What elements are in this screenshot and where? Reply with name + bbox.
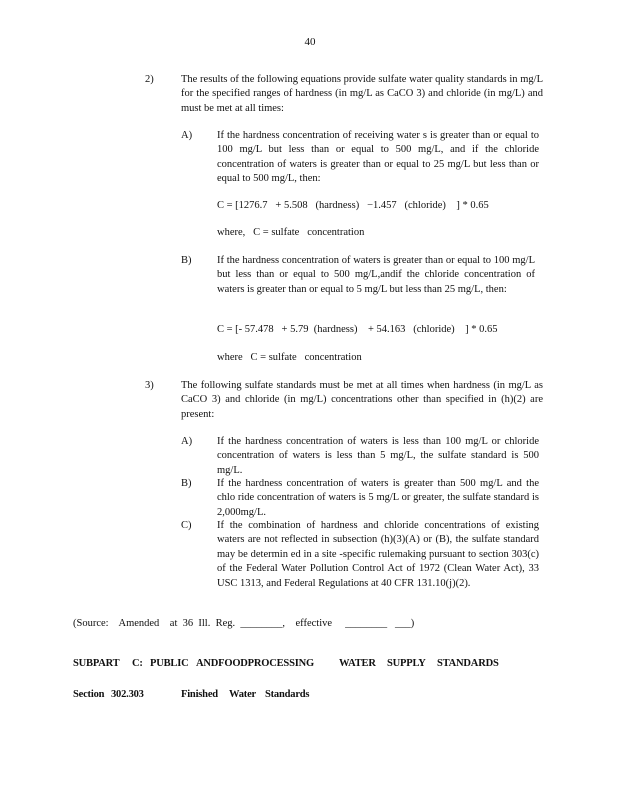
source-note: (Source: Amended at 36 Ill. Reg. ________, effective ________ ___): [73, 618, 415, 629]
item-2b-where: where C = sulfate concentration: [217, 352, 362, 363]
subpart-label: SUBPART: [73, 658, 120, 669]
item-3c-label: C): [181, 520, 192, 531]
section-number: 302.303: [111, 689, 144, 700]
item-2-number: 2): [145, 74, 154, 85]
item-2b-equation: C = [- 57.478 + 5.79 (hardness) + 54.163 (chloride) ] * 0.65: [217, 324, 498, 335]
item-2a-where: where, C = sulfate concentration: [217, 227, 365, 238]
item-3a-text: If the hardness concentration of waters is less than 100 mg/L or chloride concentration of waters is less than 5 mg/L, the sulfate standard is 500 mg/L.: [217, 436, 539, 476]
page-number: 40: [304, 36, 316, 48]
item-3-intro: The following sulfate standards must be met at all times when hardness (in mg/L as CaCO 3) and chloride (in mg/L) concentrations other than specified in (h)(2) are present:: [181, 380, 543, 420]
subpart-public: PUBLIC: [150, 658, 189, 669]
section-title-finished: Finished: [181, 689, 218, 700]
subpart-food-processing: ANDFOODPROCESSING: [196, 658, 314, 669]
section-title-standards: Standards: [265, 689, 310, 700]
section-title-water: Water: [229, 689, 256, 700]
subpart-supply: SUPPLY: [387, 658, 426, 669]
item-2b-text: If the hardness concentration of waters is greater than or equal to 100 mg/L but less than or equal to 500 mg/L,andif the chloride concentration of waters is greater than or equal to 5 mg/L but less than 25 mg/L, then:: [217, 255, 535, 295]
section-label: Section: [73, 689, 105, 700]
item-3-number: 3): [145, 380, 154, 391]
item-3b-label: B): [181, 478, 192, 489]
item-2-intro: The results of the following equations provide sulfate water quality standards in mg/L for the specified ranges of hardness (in mg/L as CaCO 3) and chloride (in mg/L) and must be met at all times:: [181, 74, 543, 114]
item-2a-equation: C = [1276.7 + 5.508 (hardness) −1.457 (chloride) ] * 0.65: [217, 200, 489, 211]
item-3a-label: A): [181, 436, 193, 447]
subpart-standards: STANDARDS: [437, 658, 499, 669]
item-2a-text: If the hardness concentration of receiving water s is greater than or equal to 100 mg/L but less than or equal to 500 mg/L, and if the chloride concentration of waters is greater than or equal to 25 mg/L but less than or equal to 500 mg/L, then:: [217, 130, 539, 185]
item-2b-label: B): [181, 255, 192, 266]
item-2a-label: A): [181, 130, 193, 141]
item-3b-text: If the hardness concentration of waters is greater than 500 mg/L and the chlo ride concentration of waters is 5 mg/L or greater, the sulfate standard is 2,000mg/L.: [217, 478, 539, 518]
item-3c-text: If the combination of hardness and chloride concentrations of existing waters are not reflected in subsection (h)(3)(A) or (B), the sulfate standard may be determin ed in a site -specific rulemaking pursuant to section 303(c) of the Federal Water Pollution Control Act of 1972 (Clean Water Act), 33 USC 1313, and Federal Regulations at 40 CFR 131.10(j)(2).: [217, 520, 539, 589]
subpart-water: WATER: [339, 658, 376, 669]
subpart-letter: C:: [132, 658, 143, 669]
